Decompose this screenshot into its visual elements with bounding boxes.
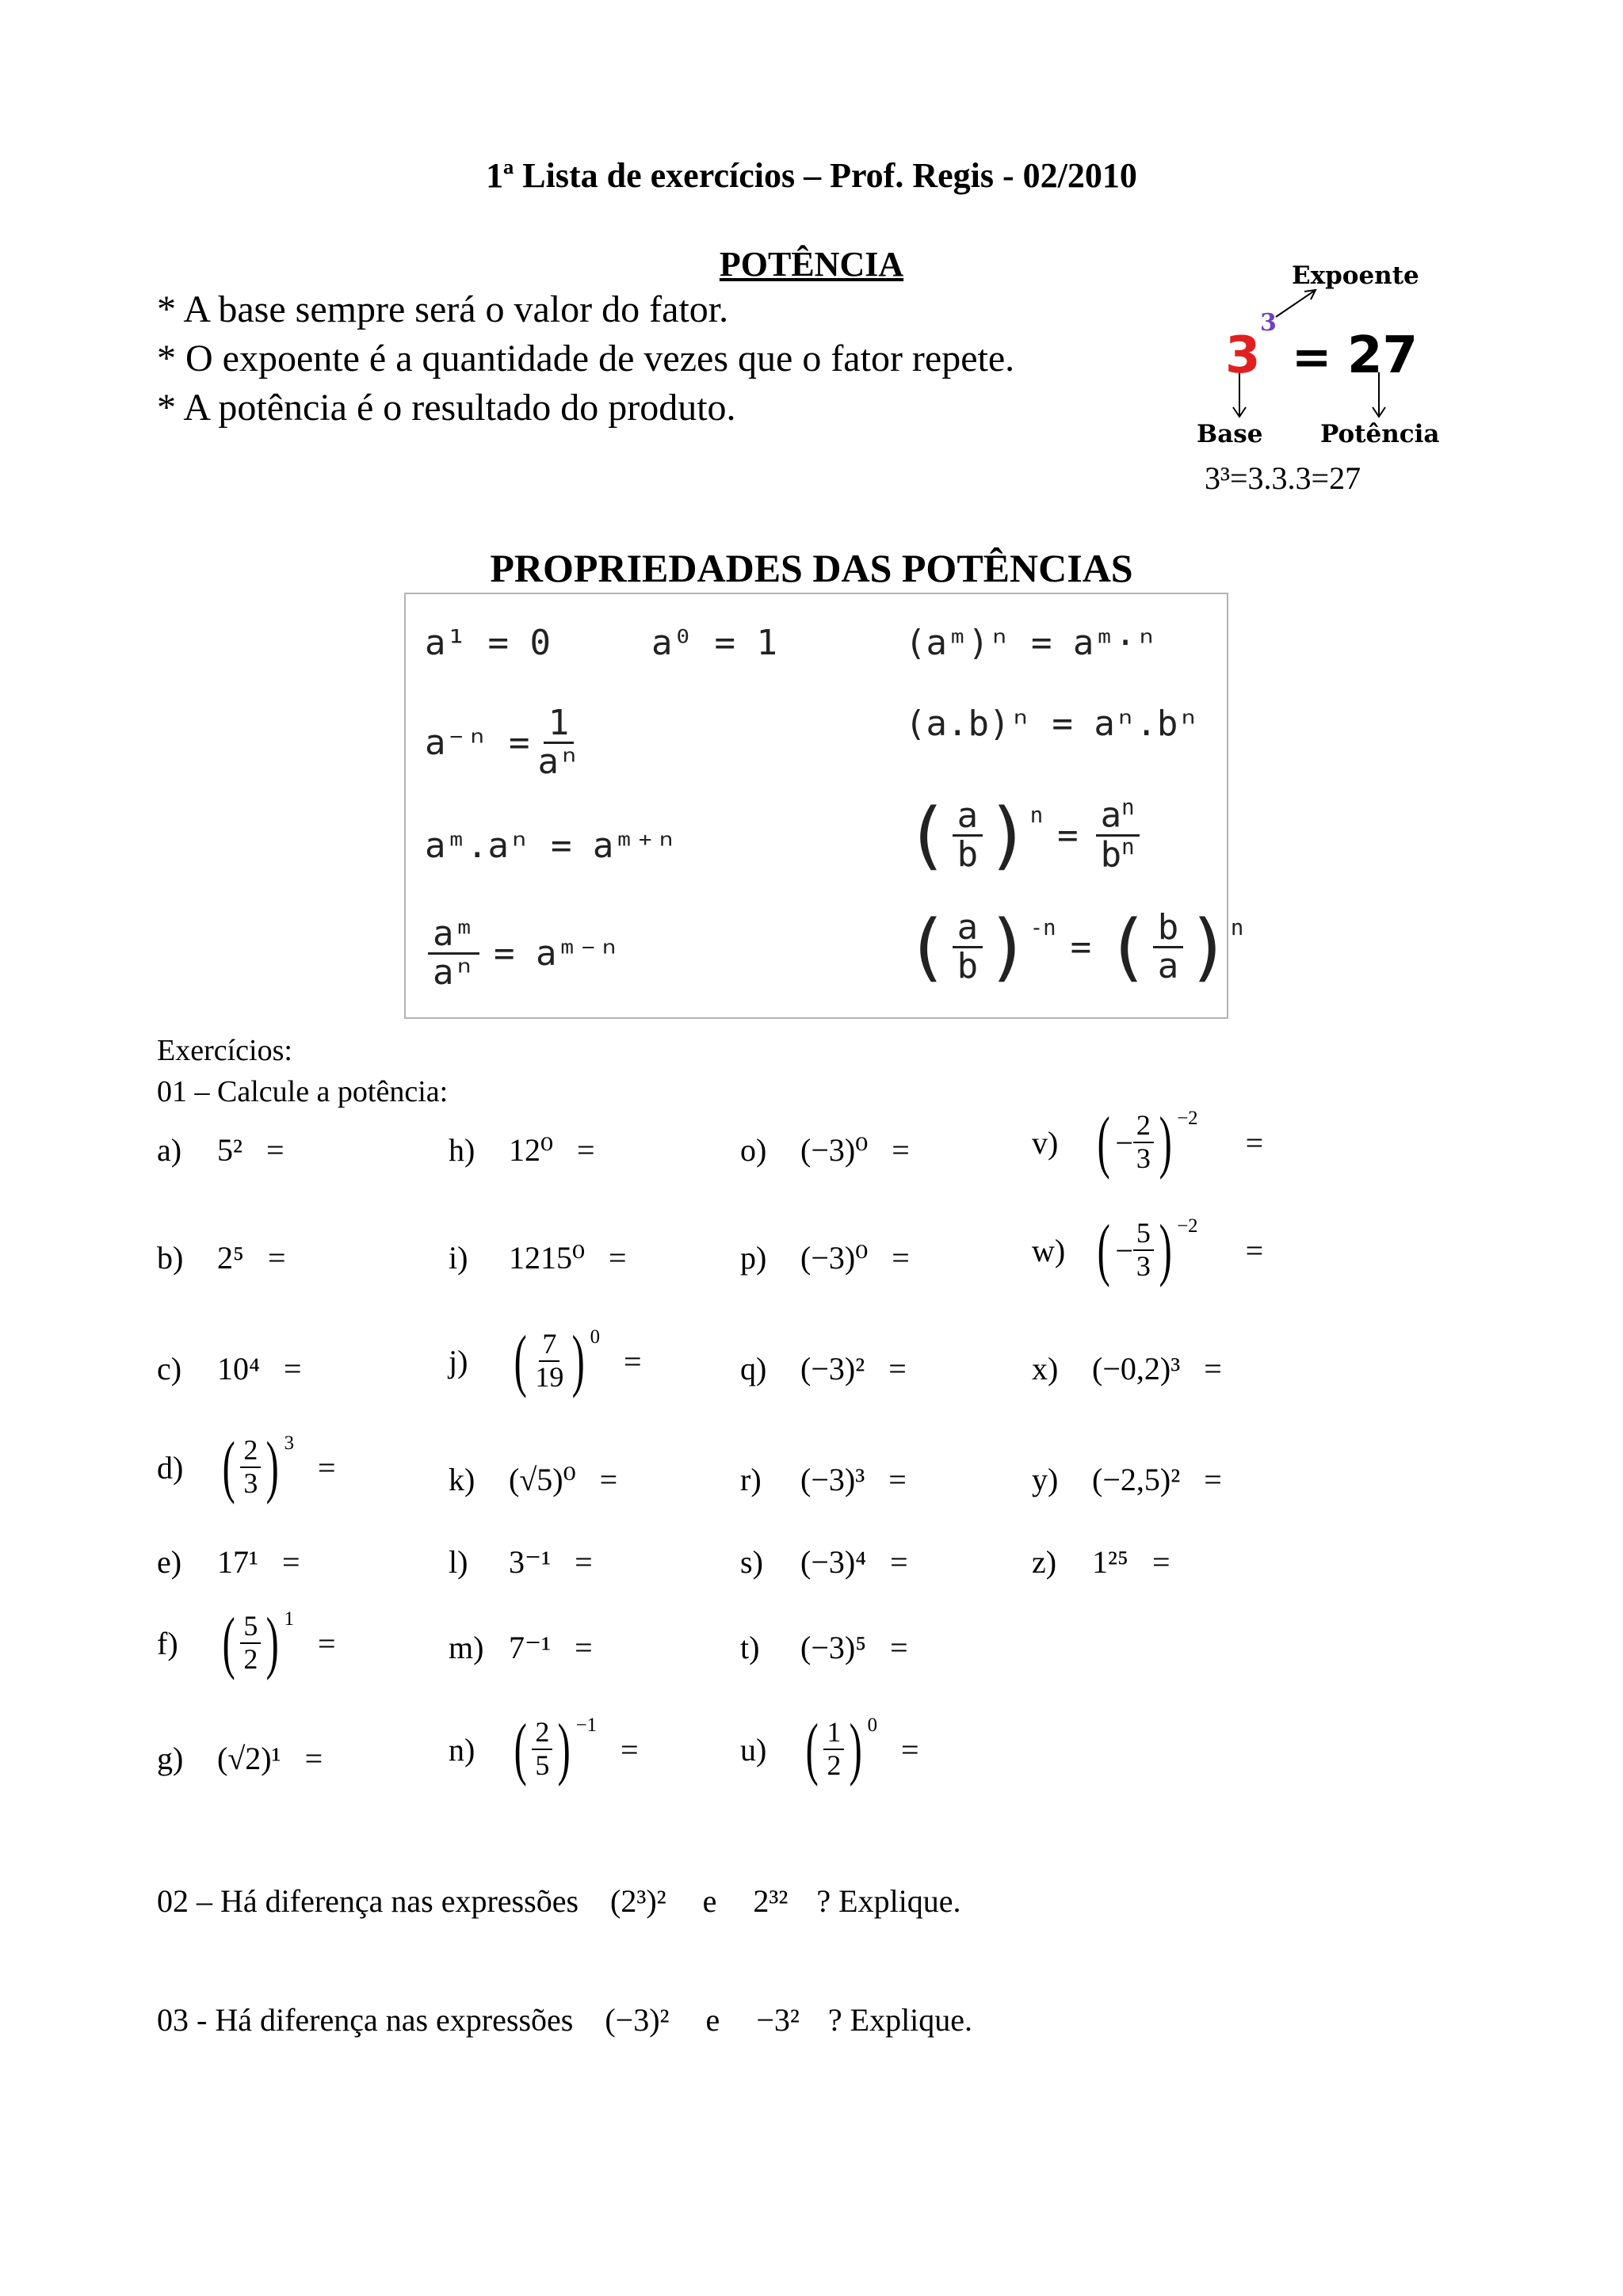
math-expr: 5² [217,1132,242,1168]
math-den: 3 [1136,1250,1151,1282]
math-bp: ) [849,1711,863,1787]
math-den: 3 [243,1467,258,1499]
right-paren-icon: ) [986,792,1030,879]
fraction-numerator: 1 [544,705,575,744]
math-sfrac [240,1435,261,1499]
math-span: 2³² [753,1883,789,1919]
math-lab: g) [157,1741,184,1776]
exponent-label: Expoente [1292,261,1419,290]
math-eq: = [266,1132,285,1168]
question-01: 01 – Calcule a potência: [157,1075,449,1108]
neg-exp-left: a⁻ⁿ = [425,723,530,764]
math-expr: (−3)⁵ [800,1630,867,1665]
math-expr: 7⁻¹ [509,1630,552,1665]
math-lab: q) [740,1351,767,1386]
math-expr: (−3)⁰ [800,1132,869,1168]
exercise-p [740,1239,910,1276]
math-expr: (−3)⁰ [800,1240,869,1276]
math-expr: (−3)⁴ [800,1544,867,1580]
math-lab: i) [449,1240,468,1276]
exercise-c [157,1350,302,1387]
math-eq: = [304,1741,323,1776]
math-den: 2 [243,1643,258,1675]
exercise-d [157,1428,336,1505]
exercise-i [449,1239,627,1276]
math-lab: e) [157,1544,182,1580]
exercise-l [449,1543,593,1581]
math-expr: 3⁻¹ [509,1544,552,1580]
math-eq: = [282,1544,300,1580]
exercise-u [740,1711,919,1787]
math-bp: ( [1097,1104,1110,1180]
math-eq: = [890,1630,908,1665]
math-eq: = [1151,1544,1170,1580]
math-sup: 0 [590,1326,601,1348]
math-expr: 1²⁵ [1092,1544,1128,1580]
math-expr [509,1711,598,1787]
math-den: 5 [535,1749,550,1781]
math-bp: ) [1159,1211,1172,1288]
math-eq: = [624,1343,642,1379]
math-lab: n) [449,1731,475,1768]
exercise-r [740,1461,907,1498]
equals-sign: = [1292,330,1332,385]
math-lab: c) [157,1351,182,1386]
math-expr: (−3)² [800,1351,865,1386]
property-a0: a⁰ = 1 [651,623,777,663]
math-num: 2 [240,1435,261,1468]
math-sup: −1 [575,1714,598,1736]
math-sfrac [532,1717,552,1781]
math-expr: (−0,2)³ [1092,1351,1181,1386]
property-product-same-base: aᵐ.aⁿ = aᵐ⁺ⁿ [425,826,677,866]
exercises-heading: Exercícios: [157,1034,292,1067]
math-lab: k) [449,1462,475,1497]
math-span: ? Explique. [816,1883,961,1919]
exercise-n [449,1711,639,1787]
math-expr [1092,1211,1198,1288]
math-eq: = [599,1462,618,1497]
exercise-m [449,1629,593,1666]
math-lab: z) [1032,1544,1057,1580]
math-expr: (√2)¹ [217,1741,281,1776]
exercise-e [157,1543,300,1581]
math-eq: = [609,1240,627,1276]
math-eq: = [901,1731,919,1768]
math-expr: 10⁴ [217,1351,260,1386]
math-sup: 1 [284,1608,295,1630]
math-eq: = [888,1462,907,1497]
math-span: −3² [756,2002,800,2038]
math-lab: u) [740,1731,767,1768]
left-paren-icon: ( [905,792,949,879]
math-lab: f) [157,1625,178,1661]
property-fraction-power: ( $\frac{a}{b}$ ) $^n$ = $\frac{a^n}{b^n}$ [905,797,1143,874]
math-eq: = [575,1544,593,1580]
math-span: ? Explique. [827,2002,973,2038]
exercise-x [1032,1350,1222,1387]
math-sfrac [823,1717,844,1781]
math-eq: = [577,1132,595,1168]
right-paren-icon: ) [986,904,1030,990]
math-sfrac [532,1329,567,1393]
math-span: e [702,1883,717,1919]
exercise-s [740,1543,908,1581]
section-title: POTÊNCIA [719,245,904,284]
math-bp: ( [514,1711,527,1787]
math-expr [1092,1104,1198,1180]
math-bp: ( [1097,1211,1110,1288]
left-paren-icon: ( [905,904,949,990]
math-lab: j) [449,1343,468,1379]
math-eq: = [892,1132,910,1168]
math-expr: (−2,5)² [1092,1462,1181,1497]
math-span: 03 - Há diferença nas expressões [157,2002,574,2038]
power-label: Potência [1320,420,1440,448]
left-paren-icon: ( [1106,904,1150,990]
exercise-h [449,1131,595,1169]
exercise-y [1032,1461,1222,1498]
exercise-z [1032,1543,1170,1581]
exercise-g [157,1740,323,1777]
math-lab: m) [449,1630,484,1665]
math-lab: h) [449,1132,475,1168]
property-a1: a¹ = 0 [425,623,551,663]
math-sup: −2 [1177,1215,1198,1237]
math-eq: = [888,1351,907,1386]
math-span: e [705,2002,720,2038]
exponent-number: 3 [1260,309,1277,337]
math-bp: ) [571,1322,586,1399]
base-number: 3 [1225,326,1261,385]
property-product-power: (a.b)ⁿ = aⁿ.bⁿ [905,704,1199,744]
math-bp: ) [557,1711,571,1787]
math-span: 02 – Há diferença nas expressões [157,1883,579,1919]
math-lab: d) [157,1449,184,1486]
expansion-formula: 3³=3.3.3=27 [1205,460,1361,496]
exercise-j [449,1322,642,1399]
math-eq: = [318,1449,336,1486]
math-bp: ( [222,1604,235,1681]
exercise-a [157,1131,285,1169]
math-expr: 12⁰ [509,1132,554,1168]
math-expr [509,1322,601,1399]
math-num: 7 [539,1329,559,1362]
question-02 [157,1882,961,1920]
math-bp: ) [265,1604,280,1681]
math-eq: = [318,1625,336,1661]
property-quotient-same-base [425,913,620,994]
fraction-an-bn: $\frac{a^n}{b^n}$ [1096,797,1140,874]
exercise-k [449,1461,617,1498]
math-lab: s) [740,1544,763,1580]
math-eq: = [892,1240,910,1276]
base-label: Base [1197,420,1263,448]
math-lab: a) [157,1132,182,1168]
math-lab: b) [157,1240,184,1276]
math-eq: = [283,1351,302,1386]
math-expr [800,1711,878,1787]
math-expr [217,1428,295,1505]
fraction-a-b: $\frac{a}{b}$ [953,798,983,873]
math-sfrac [240,1611,261,1675]
properties-title: PROPRIEDADES DAS POTÊNCIAS [490,546,1133,590]
math-expr: 2⁵ [217,1240,244,1276]
math-bp: ( [805,1711,819,1787]
math-num: 2 [1133,1110,1154,1143]
math-sfrac [1133,1218,1154,1282]
math-eq: = [1245,1124,1264,1161]
math-eq: = [1204,1462,1222,1497]
math-den: 2 [827,1749,842,1781]
property-fraction-negative-power: ( $\frac{a}{b}$ ) $^{-n}$ = ( $\frac{b}{a}$ ) $^n$ [905,904,1244,990]
math-den: 19 [535,1361,564,1393]
fraction-denominator: aⁿ [537,742,580,783]
exercise-w [1032,1211,1264,1288]
math-num: 5 [240,1611,261,1644]
math-sfrac [1133,1110,1154,1174]
exercise-t [740,1629,908,1666]
math-den: 3 [1136,1142,1151,1174]
math-sup: 0 [867,1714,878,1736]
math-eq: = [575,1630,593,1665]
bullet-base: * A base sempre será o valor do fator. [157,288,729,330]
math-lab: t) [740,1630,760,1665]
property-power-of-power: (aᵐ)ⁿ = aᵐ·ⁿ [905,623,1157,663]
neg-exp-fraction [533,703,584,783]
math-span: (−3)² [605,2002,670,2038]
definition-list [157,285,1014,433]
math-expr: (−3)³ [800,1462,865,1497]
math-expr: 17¹ [217,1544,258,1580]
math-span: (2³)² [610,1883,666,1919]
math-lab: o) [740,1132,767,1168]
math-expr: 1215⁰ [509,1240,586,1276]
property-negative-exponent [425,703,587,783]
math-eq: = [1204,1351,1222,1386]
math-eq: = [621,1731,639,1768]
bullet-exponent: * O expoente é a quantidade de vezes que o fator repete. [157,338,1015,379]
exercise-o [740,1131,910,1169]
right-paren-icon: ) [1186,904,1231,990]
exercise-v [1032,1104,1264,1180]
math-span: − [1115,1232,1133,1268]
math-lab: v) [1032,1124,1059,1161]
math-eq: = [890,1544,908,1580]
math-lab: p) [740,1240,767,1276]
math-sup: 3 [284,1432,295,1454]
exercise-b [157,1239,286,1276]
exercise-q [740,1350,907,1387]
math-lab: w) [1032,1232,1066,1268]
fraction-am-an: $\frac{\text{aᵐ}}{\text{aⁿ}}$ [428,916,479,991]
math-expr: (√5)⁰ [509,1462,576,1497]
math-sup: −2 [1177,1108,1198,1129]
math-bp: ) [265,1428,280,1505]
math-num: 5 [1133,1218,1154,1251]
math-eq: = [1245,1232,1264,1268]
math-num: 1 [823,1717,844,1750]
bullet-power: * A potência é o resultado do produto. [157,387,736,429]
math-span: − [1115,1124,1133,1161]
math-bp: ( [514,1322,527,1399]
exercise-f [157,1604,336,1681]
math-expr [217,1604,295,1681]
result-number: 27 [1347,326,1419,385]
document-header: 1ª Lista de exercícios – Prof. Regis - 02/2010 [486,156,1137,195]
math-lab: y) [1032,1462,1059,1497]
math-bp: ( [222,1428,235,1505]
properties-box [404,593,1244,1019]
math-num: 2 [532,1717,552,1750]
math-eq: = [267,1240,286,1276]
math-bp: ) [1159,1104,1172,1180]
quotient-right: = aᵐ⁻ⁿ [493,933,620,974]
math-lab: l) [449,1544,468,1580]
math-lab: r) [740,1462,762,1497]
math-lab: x) [1032,1351,1059,1386]
question-03 [157,2001,972,2039]
